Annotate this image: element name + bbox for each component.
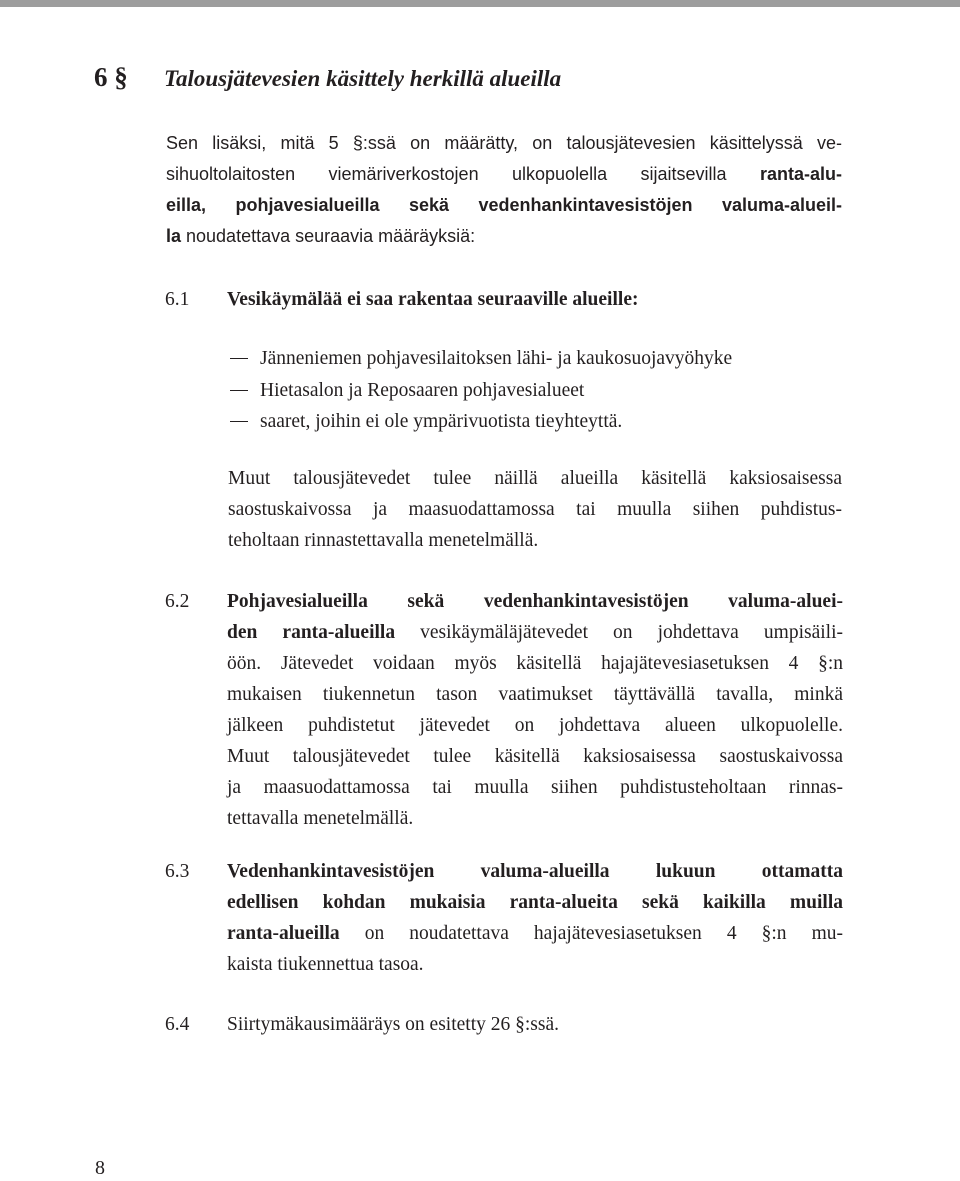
intro-line-3: eilla, pohjavesialueilla sekä vedenhankintavesistöjen valuma-alueil- — [166, 195, 842, 215]
intro-line-2 — [166, 159, 842, 190]
paragraph-line-text: on noudatettava hajajätevesiasetuksen 4 §:n mu- — [339, 923, 843, 944]
intro-line-4 — [166, 221, 842, 252]
list-item — [230, 375, 732, 407]
paragraph-line: tettavalla menetelmällä. — [227, 808, 414, 829]
dash-bullet — [230, 358, 248, 359]
subsection-6-1-number: 6.1 — [165, 289, 190, 310]
paragraph-line: ja maasuodattamossa tai muulla siihen puhdistusteholtaan rinnas- — [227, 777, 843, 798]
intro-line-1: Sen lisäksi, mitä 5 §:ssä on määrätty, on talousjätevesien käsittelyssä ve- — [166, 133, 842, 153]
paragraph-line: öön. Jätevedet voidaan myös käsitellä hajajätevesiasetuksen 4 §:n — [227, 653, 843, 674]
intro-line-4-bold: la — [166, 226, 182, 246]
subsection-6-1-title: Vesikäymälää ei saa rakentaa seuraaville alueille: — [227, 289, 639, 310]
paragraph-line: edellisen kohdan mukaisia ranta-alueita sekä kaikilla muilla — [227, 892, 843, 913]
exclusion-list — [230, 343, 732, 438]
paragraph-line: Pohjavesialueilla sekä vedenhankintavesistöjen valuma-aluei- — [227, 591, 843, 612]
paragraph-line: teholtaan rinnastettavalla menetelmällä. — [228, 530, 539, 551]
page-number: 8 — [95, 1157, 105, 1179]
subsection-6-4-number: 6.4 — [165, 1014, 190, 1035]
intro-line-2-bold: ranta-alu- — [759, 164, 842, 184]
section-number: 6 § — [94, 62, 128, 92]
intro-line-4-text: noudatettava seuraavia määräyksiä: — [181, 226, 476, 246]
list-item-text: Hietasalon ja Reposaaren pohjavesialueet — [260, 379, 585, 401]
paragraph-line: Muut talousjätevedet tulee käsitellä kaksiosaisessa saostuskaivossa — [227, 746, 843, 767]
subsection-6-3-body — [227, 856, 843, 980]
section-title: Talousjätevesien käsittely herkillä alueilla — [164, 66, 562, 91]
paragraph-line — [227, 617, 843, 648]
list-item-text: saaret, joihin ei ole ympärivuotista tieyhteyttä. — [260, 411, 623, 432]
subsection-6-4-text: Siirtymäkausimääräys on esitetty 26 §:ssä. — [227, 1014, 559, 1035]
list-item — [230, 406, 732, 438]
paragraph-line-bold: den ranta-alueilla — [227, 622, 396, 643]
paragraph-line: Muut talousjätevedet tulee näillä alueilla käsitellä kaksiosaisessa — [228, 468, 842, 489]
section-heading — [94, 62, 561, 93]
subsection-6-3-number: 6.3 — [165, 861, 190, 882]
paragraph-line: kaista tiukennettua tasoa. — [227, 954, 424, 975]
paragraph-line-text: vesikäymäläjätevedet on johdettava umpisäili- — [395, 622, 843, 643]
dash-bullet — [230, 421, 248, 422]
list-item-text: Jänneniemen pohjavesilaitoksen lähi- ja kaukosuojavyöhyke — [260, 348, 733, 369]
dash-bullet — [230, 390, 248, 391]
subsection-6-2-number: 6.2 — [165, 591, 190, 612]
paragraph-line: saostuskaivossa ja maasuodattamossa tai muulla siihen puhdistus- — [228, 499, 842, 520]
top-rule — [0, 0, 960, 7]
intro-paragraph — [166, 128, 842, 252]
paragraph-line-bold: ranta-alueilla — [227, 923, 340, 944]
paragraph-line: mukaisen tiukennetun tason vaatimukset täyttävällä tavalla, minkä — [227, 684, 843, 705]
paragraph-line — [227, 918, 843, 949]
intro-line-2-text: sihuoltolaitosten viemäriverkostojen ulkopuolella sijaitsevilla — [166, 164, 760, 184]
paragraph-line: jälkeen puhdistetut jätevedet on johdettava alueen ulkopuolelle. — [227, 715, 843, 736]
paragraph-line: Vedenhankintavesistöjen valuma-alueilla lukuun ottamatta — [227, 861, 843, 882]
subsection-6-1-paragraph — [228, 463, 842, 556]
subsection-6-2-body — [227, 586, 843, 834]
list-item — [230, 343, 732, 375]
